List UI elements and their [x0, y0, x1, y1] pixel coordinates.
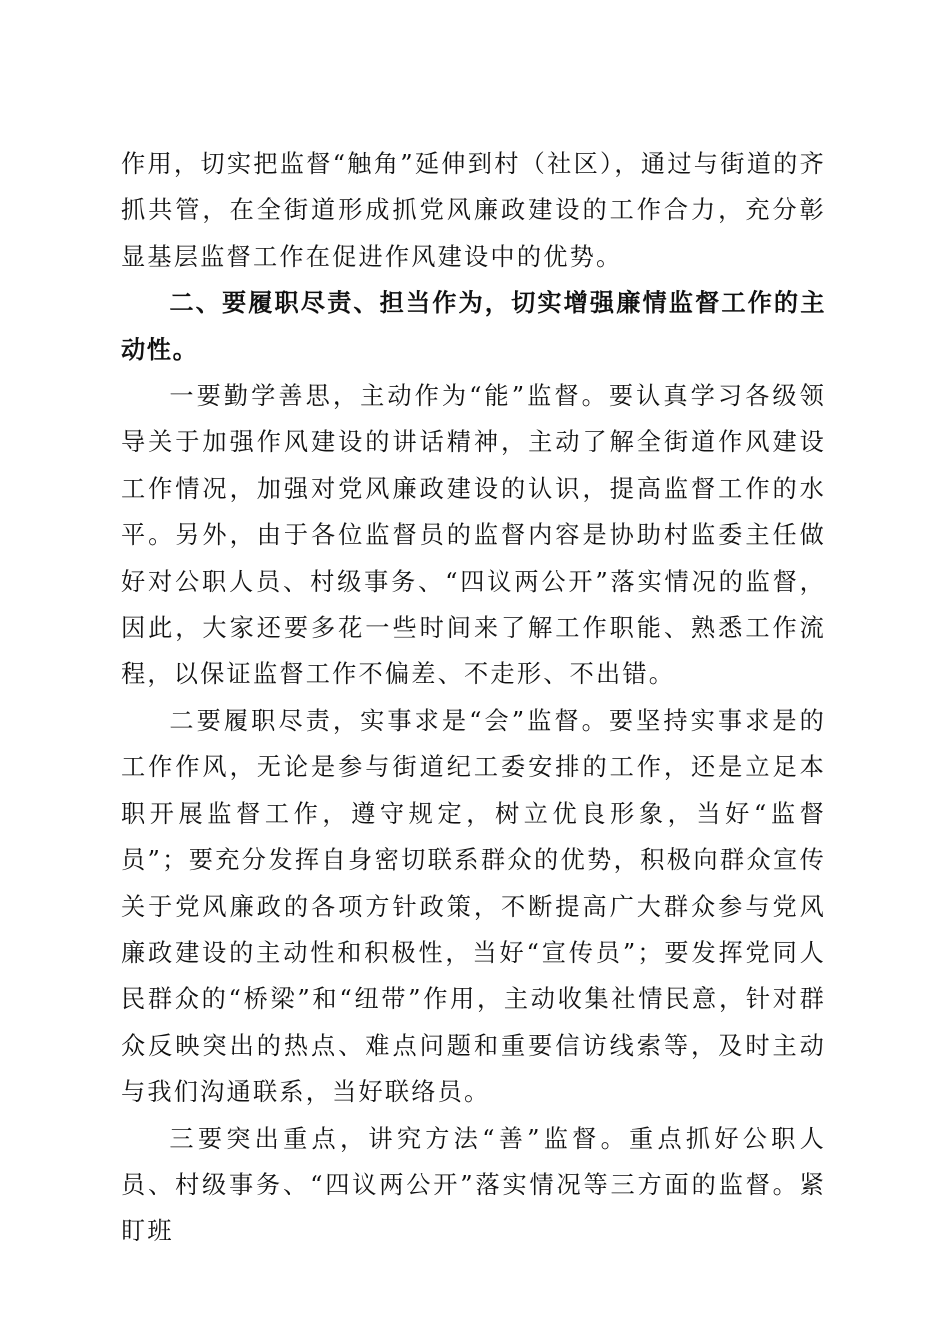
body-paragraph: 三要突出重点，讲究方法“善”监督。重点抓好公职人员、村级事务、“四议两公开”落实情况等三方面的监督。紧盯班 [121, 1124, 826, 1246]
document-body [121, 141, 826, 1255]
body-paragraph: 一要勤学善思，主动作为“能”监督。要认真学习各级领导关于加强作风建设的讲话精神，主动了解全街道作风建设工作情况，加强对党风廉政建设的认识，提高监督工作的水平。另外，由于各位监督员的监督内容是协助村监委主任做好对公职人员、村级事务、“四议两公开”落实情况的监督，因此，大家还要多花一些时间来了解工作职能、熟悉工作流程，以保证监督工作不偏差、不走形、不出错。 [121, 382, 826, 689]
section-heading: 二、要履职尽责、担当作为，切实增强廉情监督工作的主动性。 [121, 289, 826, 364]
continuation-paragraph: 作用，切实把监督“触角”延伸到村（社区），通过与街道的齐抓共管，在全街道形成抓党风廉政建设的工作合力，充分彰显基层监督工作在促进作风建设中的优势。 [121, 150, 826, 271]
body-paragraph: 二要履职尽责，实事求是“会”监督。要坚持实事求是的工作作风，无论是参与街道纪工委安排的工作，还是立足本职开展监督工作，遵守规定，树立优良形象，当好“监督员”；要充分发挥自身密切联系群众的优势，积极向群众宣传关于党风廉政的各项方针政策，不断提高广大群众参与党风廉政建设的主动性和积极性，当好“宣传员”；要发挥党同人民群众的“桥梁”和“纽带”作用，主动收集社情民意，针对群众反映突出的热点、难点问题和重要信访线索等，及时主动与我们沟通联系，当好联络员。 [121, 706, 826, 1107]
